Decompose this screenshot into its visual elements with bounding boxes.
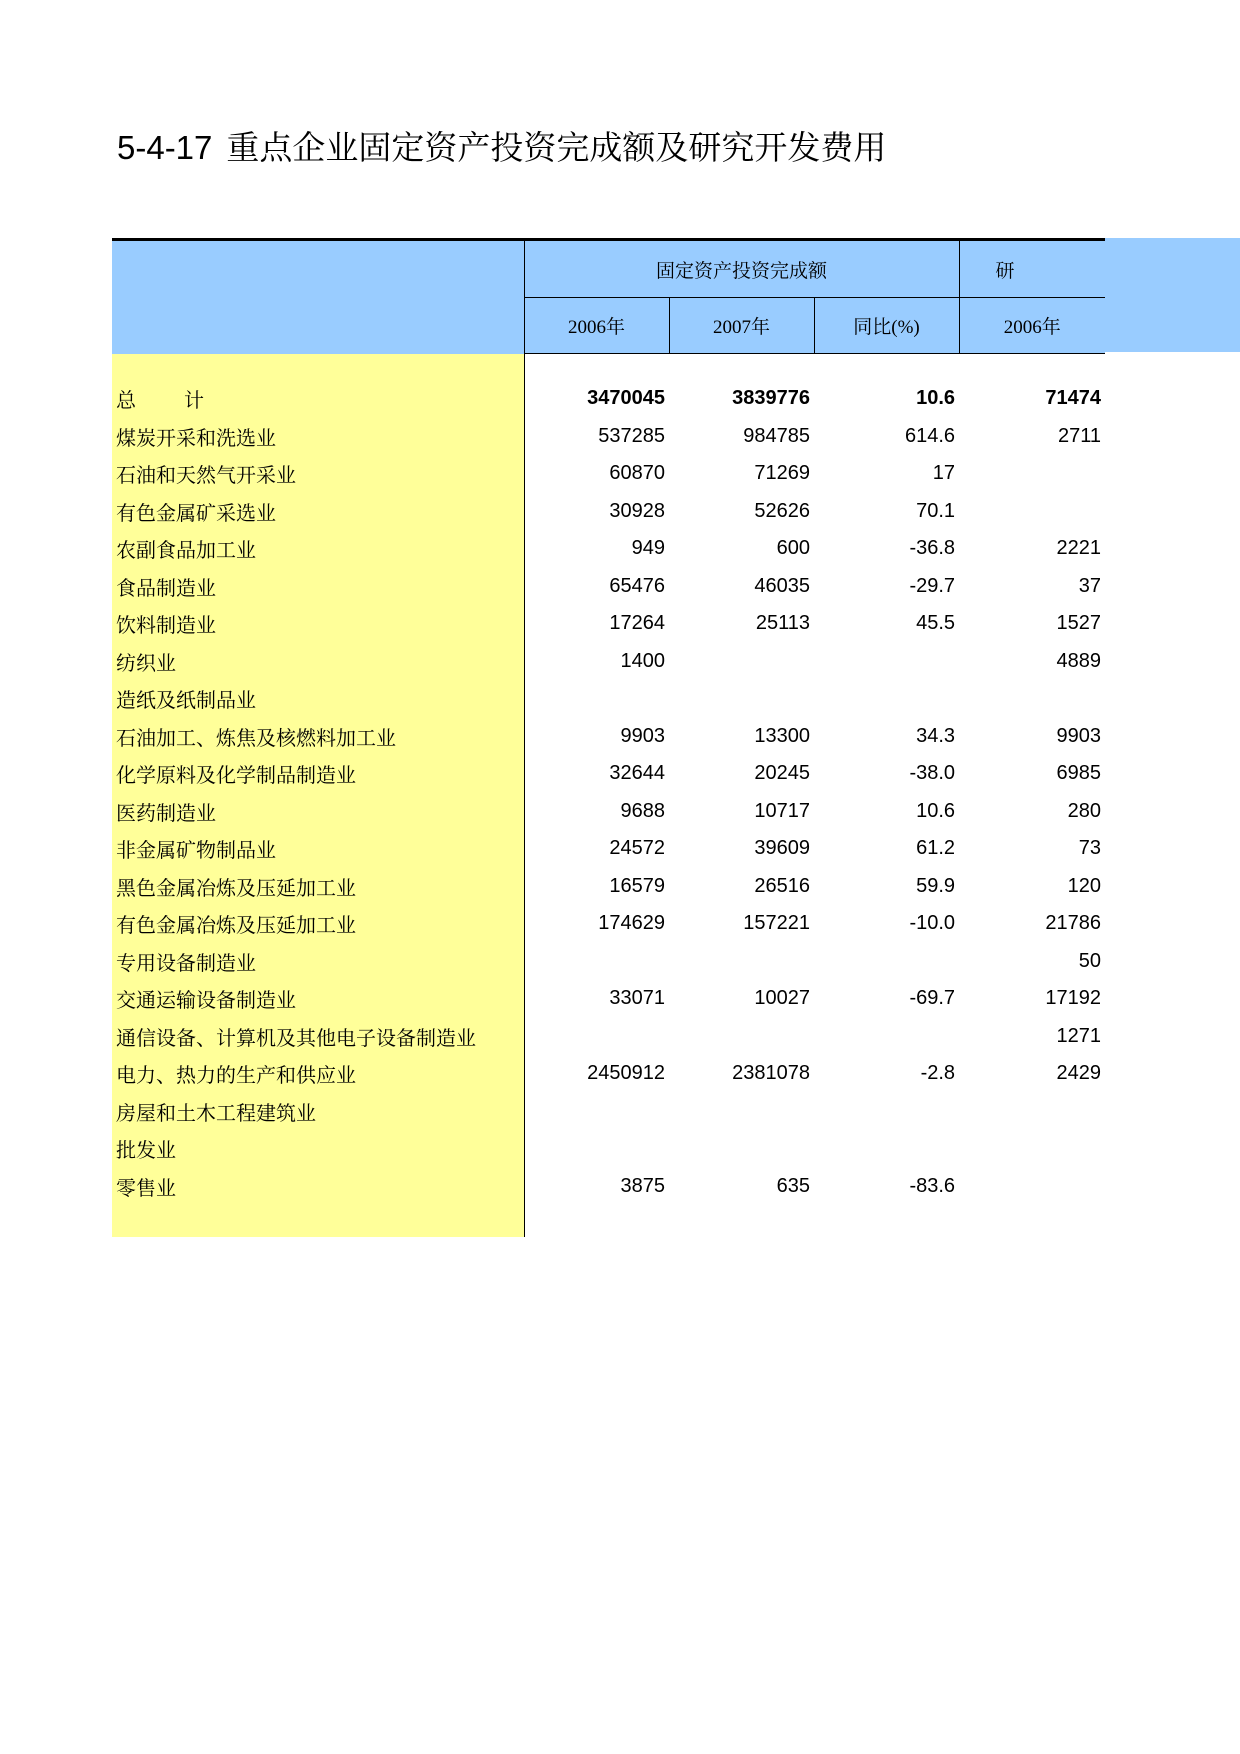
table-row (112, 1093, 1105, 1131)
row-fa-yoy (814, 643, 959, 681)
row-fa-2007: 20245 (754, 762, 810, 785)
row-rd-2006: 1527 (1056, 612, 1102, 635)
page-title (117, 122, 886, 169)
total-label: 总 计 (112, 380, 524, 418)
spacer-row (112, 354, 1105, 381)
row-fa-2006 (524, 680, 669, 718)
row-fa-2006 (524, 943, 669, 981)
row-fa-yoy: -29.7 (909, 574, 956, 597)
table-row (112, 418, 1105, 456)
row-label: 煤炭开采和洗选业 (112, 418, 524, 456)
row-rd-2006 (959, 680, 1105, 718)
row-fa-2006: 174629 (598, 912, 665, 935)
row-fa-2007: 984785 (743, 424, 810, 447)
row-fa-yoy: 17 (932, 462, 956, 485)
row-label: 非金属矿物制品业 (112, 830, 524, 868)
row-fa-2007 (669, 943, 814, 981)
row-fa-yoy (814, 1018, 959, 1056)
header-overflow-fill (1105, 238, 1240, 352)
row-fa-2007: 10027 (754, 987, 810, 1010)
row-rd-2006: 1271 (1056, 1024, 1102, 1047)
row-label: 石油加工、炼焦及核燃料加工业 (112, 718, 524, 756)
table-row (112, 1018, 1105, 1056)
row-rd-2006 (959, 493, 1105, 531)
row-fa-2006: 24572 (609, 837, 665, 860)
total-fa-2006: 3470045 (587, 387, 665, 410)
table-row (112, 755, 1105, 793)
table-row (112, 830, 1105, 868)
row-rd-2006: 2711 (1058, 424, 1102, 447)
table-number: 5-4-17 (117, 129, 213, 166)
table-row (112, 530, 1105, 568)
row-fa-2007: 10717 (754, 799, 810, 822)
row-fa-2007: 52626 (754, 499, 810, 522)
row-fa-2006: 1400 (620, 649, 665, 672)
row-label: 有色金属矿采选业 (112, 493, 524, 531)
table-row (112, 455, 1105, 493)
row-fa-2006: 9903 (620, 724, 665, 747)
row-fa-2006: 17264 (609, 612, 665, 635)
row-label: 批发业 (112, 1130, 524, 1168)
row-fa-2007: 26516 (754, 874, 810, 897)
total-fa-2007: 3839776 (732, 387, 810, 410)
header-rd-2006: 2006年 (959, 298, 1105, 354)
row-label: 纺织业 (112, 643, 524, 681)
row-fa-yoy: 34.3 (916, 724, 956, 747)
row-fa-2006: 3875 (620, 1174, 665, 1197)
header-fa-2007: 2007年 (669, 298, 814, 354)
row-label: 黑色金属冶炼及压延加工业 (112, 868, 524, 906)
row-fa-yoy: -2.8 (920, 1062, 956, 1085)
row-rd-2006: 120 (1067, 874, 1102, 897)
row-label: 房屋和土木工程建筑业 (112, 1093, 524, 1131)
table-row (112, 980, 1105, 1018)
table-end-row (112, 1205, 1105, 1237)
row-rd-2006: 6985 (1056, 762, 1102, 785)
header-fa-yoy: 同比(%) (814, 298, 959, 354)
row-fa-2007: 25113 (755, 612, 810, 635)
table-row (112, 793, 1105, 831)
row-fa-2007: 157221 (743, 912, 810, 935)
row-fa-2007: 13300 (754, 724, 810, 747)
row-label: 通信设备、计算机及其他电子设备制造业 (112, 1018, 524, 1056)
row-fa-2006: 16579 (609, 874, 665, 897)
row-fa-2006 (524, 1018, 669, 1056)
row-label: 专用设备制造业 (112, 943, 524, 981)
row-fa-yoy: -10.0 (909, 912, 956, 935)
row-label: 医药制造业 (112, 793, 524, 831)
table-row (112, 568, 1105, 606)
table-row (112, 868, 1105, 906)
table-row (112, 1055, 1105, 1093)
row-rd-2006: 50 (1078, 949, 1102, 972)
table-row (112, 605, 1105, 643)
row-fa-yoy (814, 680, 959, 718)
row-rd-2006: 21786 (1045, 912, 1102, 935)
row-fa-2006: 537285 (598, 424, 665, 447)
row-rd-2006: 9903 (1056, 724, 1102, 747)
row-rd-2006: 73 (1078, 837, 1102, 860)
total-fa-yoy: 10.6 (916, 387, 956, 410)
row-fa-2006: 30928 (609, 499, 665, 522)
row-fa-2006: 65476 (609, 574, 665, 597)
row-label: 交通运输设备制造业 (112, 980, 524, 1018)
row-label: 石油和天然气开采业 (112, 455, 524, 493)
row-fa-2007: 39609 (754, 837, 810, 860)
row-label: 零售业 (112, 1168, 524, 1206)
row-label: 农副食品加工业 (112, 530, 524, 568)
row-fa-yoy: 61.2 (916, 837, 956, 860)
row-label: 有色金属冶炼及压延加工业 (112, 905, 524, 943)
table-row (112, 643, 1105, 681)
row-fa-yoy: -69.7 (909, 987, 956, 1010)
row-rd-2006: 2221 (1056, 537, 1102, 560)
row-rd-2006 (959, 1168, 1105, 1206)
row-fa-2007 (669, 1093, 814, 1131)
row-rd-2006: 280 (1067, 799, 1102, 822)
row-fa-yoy: -38.0 (909, 762, 956, 785)
row-fa-2007 (669, 643, 814, 681)
row-fa-2007 (669, 1130, 814, 1168)
header-fa-2006: 2006年 (524, 298, 669, 354)
row-fa-2006: 2450912 (587, 1062, 665, 1085)
row-fa-yoy (814, 1093, 959, 1131)
row-fa-2006: 60870 (609, 462, 665, 485)
table-row (112, 905, 1105, 943)
header-row-groups (112, 240, 1105, 298)
row-fa-2007: 71269 (754, 462, 810, 485)
total-rd-2006: 71474 (1045, 387, 1102, 410)
total-row (112, 380, 1105, 418)
row-fa-yoy (814, 1130, 959, 1168)
table-row (112, 1130, 1105, 1168)
row-rd-2006 (959, 1130, 1105, 1168)
header-corner-cell (112, 240, 524, 354)
row-fa-2007: 2381078 (732, 1062, 810, 1085)
row-rd-2006: 4889 (1056, 649, 1102, 672)
row-fa-2007 (669, 1018, 814, 1056)
header-rd-expense-clipped: 研 (959, 240, 1105, 298)
row-fa-yoy: -36.8 (909, 537, 956, 560)
table-title: 重点企业固定资产投资完成额及研究开发费用 (226, 131, 887, 167)
row-fa-2007: 635 (776, 1174, 810, 1197)
table-row (112, 943, 1105, 981)
row-fa-yoy: 45.5 (916, 612, 956, 635)
data-table-region (112, 238, 1105, 1237)
row-rd-2006: 2429 (1056, 1062, 1102, 1085)
table-row (112, 718, 1105, 756)
data-table (112, 238, 1105, 1237)
row-fa-yoy: 614.6 (904, 424, 956, 447)
row-label: 饮料制造业 (112, 605, 524, 643)
row-label: 造纸及纸制品业 (112, 680, 524, 718)
row-fa-2006: 32644 (609, 762, 665, 785)
row-fa-2006: 9688 (620, 799, 665, 822)
row-fa-yoy: 59.9 (916, 874, 956, 897)
row-fa-yoy: 70.1 (916, 499, 956, 522)
row-rd-2006: 17192 (1045, 987, 1102, 1010)
row-fa-2007: 600 (776, 537, 810, 560)
row-rd-2006: 37 (1078, 574, 1102, 597)
header-fixed-asset-investment: 固定资产投资完成额 (524, 240, 959, 298)
row-label: 食品制造业 (112, 568, 524, 606)
row-fa-2006: 949 (631, 537, 665, 560)
row-rd-2006 (959, 455, 1105, 493)
row-fa-yoy: -83.6 (909, 1174, 956, 1197)
table-row (112, 1168, 1105, 1206)
row-fa-yoy: 10.6 (916, 799, 956, 822)
row-rd-2006 (959, 1093, 1105, 1131)
row-fa-yoy (814, 943, 959, 981)
row-fa-2006: 33071 (609, 987, 665, 1010)
row-fa-2007: 46035 (754, 574, 810, 597)
row-fa-2006 (524, 1130, 669, 1168)
row-label: 化学原料及化学制品制造业 (112, 755, 524, 793)
table-row (112, 680, 1105, 718)
table-row (112, 493, 1105, 531)
row-label: 电力、热力的生产和供应业 (112, 1055, 524, 1093)
row-fa-2007 (669, 680, 814, 718)
row-fa-2006 (524, 1093, 669, 1131)
